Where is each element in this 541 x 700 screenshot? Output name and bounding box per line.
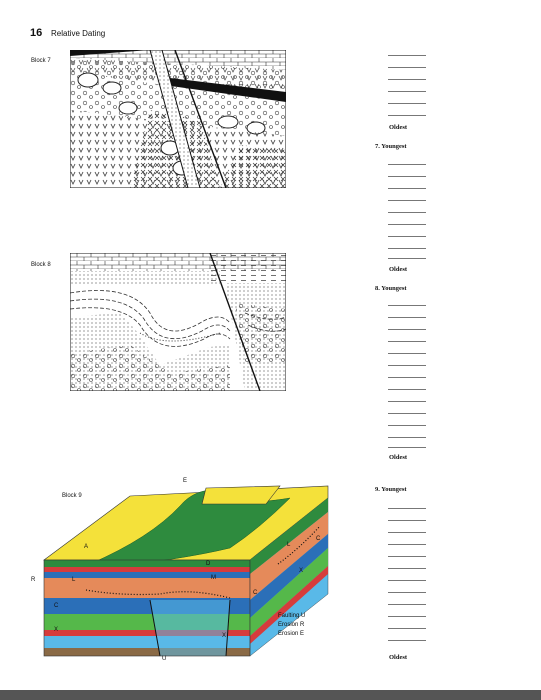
answer-line[interactable] [388,640,426,641]
answer-line[interactable] [388,188,426,189]
answer-line[interactable] [388,79,426,80]
answer-line[interactable] [388,544,426,545]
bottom-bar [0,690,541,700]
unit-label-x: X [54,627,59,633]
block-7-label: Block 7 [31,58,51,64]
unit-label-d: D [206,561,211,567]
answer-line[interactable] [388,224,426,225]
answer-line[interactable] [388,317,426,318]
unit-label-x-front: X [222,633,227,639]
answer-line[interactable] [388,248,426,249]
unit-label-c: C [54,603,59,609]
unit-label-e: E [183,478,188,484]
q6-oldest-label: Oldest [389,124,408,131]
answer-line[interactable] [388,103,426,104]
answer-line[interactable] [388,258,426,259]
unit-label-u: U [162,656,167,662]
answer-line[interactable] [388,115,426,116]
answer-line[interactable] [388,532,426,533]
answer-line[interactable] [388,413,426,414]
answer-line[interactable] [388,580,426,581]
block-8-label: Block 8 [31,262,51,268]
answer-line[interactable] [388,341,426,342]
page-number: 16 [30,27,43,39]
event-erosion-e: Erosion E [278,631,305,637]
q7-youngest-label: 7. Youngest [375,143,407,150]
unit-label-c-side2: C [316,536,321,542]
q8-youngest-label: 8. Youngest [375,285,407,292]
answer-line[interactable] [388,520,426,521]
answer-line[interactable] [388,568,426,569]
answer-line[interactable] [388,212,426,213]
answer-line[interactable] [388,365,426,366]
page-title: Relative Dating [51,29,106,38]
answer-line[interactable] [388,447,426,448]
answer-line[interactable] [388,200,426,201]
answer-line[interactable] [388,604,426,605]
unit-label-l: L [72,577,76,583]
answer-line[interactable] [388,91,426,92]
answer-line[interactable] [388,389,426,390]
answer-line[interactable] [388,425,426,426]
block-8-diagram [70,253,286,391]
block-9-label: Block 9 [62,493,82,499]
event-erosion-r: Erosion R [278,622,305,628]
q9-oldest-label: Oldest [389,654,408,661]
answer-line[interactable] [388,437,426,438]
block-7-diagram [70,50,286,188]
answer-line[interactable] [388,616,426,617]
q8-oldest-label: Oldest [389,454,408,461]
answer-line[interactable] [388,305,426,306]
unit-label-x-side: X [299,568,304,574]
answer-line[interactable] [388,556,426,557]
answer-line[interactable] [388,353,426,354]
event-faulting-u: Faulting U [278,613,306,619]
answer-line[interactable] [388,401,426,402]
answer-line[interactable] [388,236,426,237]
unit-label-r: R [31,577,36,583]
answer-line[interactable] [388,508,426,509]
unit-label-m: M [211,575,216,581]
answer-line[interactable] [388,55,426,56]
unit-label-c-side: C [253,590,258,596]
answer-line[interactable] [388,592,426,593]
answer-line[interactable] [388,377,426,378]
answer-line[interactable] [388,176,426,177]
answer-line[interactable] [388,628,426,629]
answer-line[interactable] [388,164,426,165]
q7-oldest-label: Oldest [389,266,408,273]
unit-label-l-side: L [287,542,291,548]
q9-youngest-label: 9. Youngest [375,486,407,493]
unit-label-a: A [84,544,89,550]
answer-line[interactable] [388,67,426,68]
answer-line[interactable] [388,329,426,330]
